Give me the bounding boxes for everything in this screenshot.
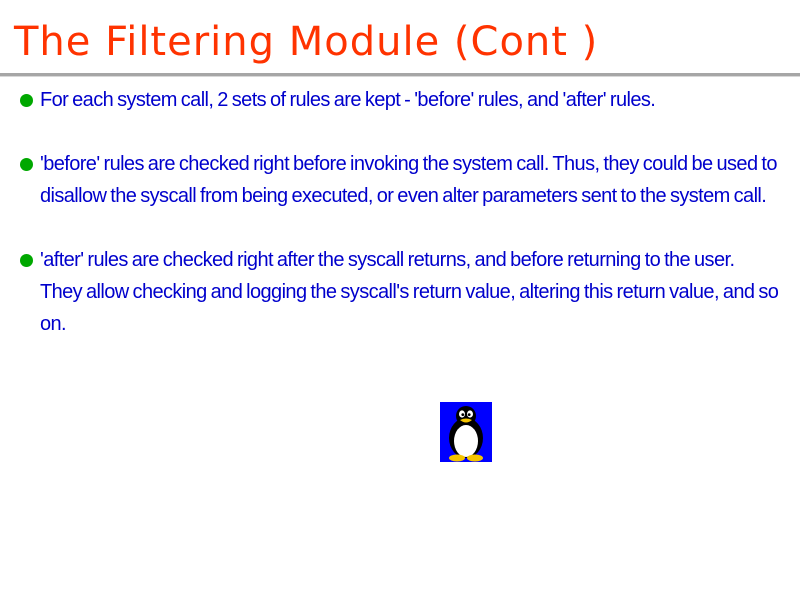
bullet-dot-icon bbox=[20, 254, 33, 267]
bullet-text: 'after' rules are checked right after the syscall returns, and before returning to the user. They allow checking and logging the syscall's return value, altering this return value, and so on. bbox=[40, 249, 779, 335]
bullet-list bbox=[0, 84, 800, 372]
bullet-text: 'before' rules are checked right before invoking the system call. Thus, they could be used to disallow the syscall from being executed, or even alter parameters sent to the system call. bbox=[40, 153, 777, 207]
bullet-dot-icon bbox=[20, 158, 33, 171]
tux-penguin-icon bbox=[440, 402, 492, 462]
bullet-item bbox=[0, 148, 800, 212]
slide-title: The Filtering Module (Cont ) bbox=[14, 19, 599, 65]
bullet-text: For each system call, 2 sets of rules are kept - 'before' rules, and 'after' rules. bbox=[40, 89, 656, 111]
bullet-item bbox=[0, 244, 800, 340]
title-divider bbox=[0, 73, 800, 77]
bullet-dot-icon bbox=[20, 94, 33, 107]
bullet-item bbox=[0, 84, 800, 116]
